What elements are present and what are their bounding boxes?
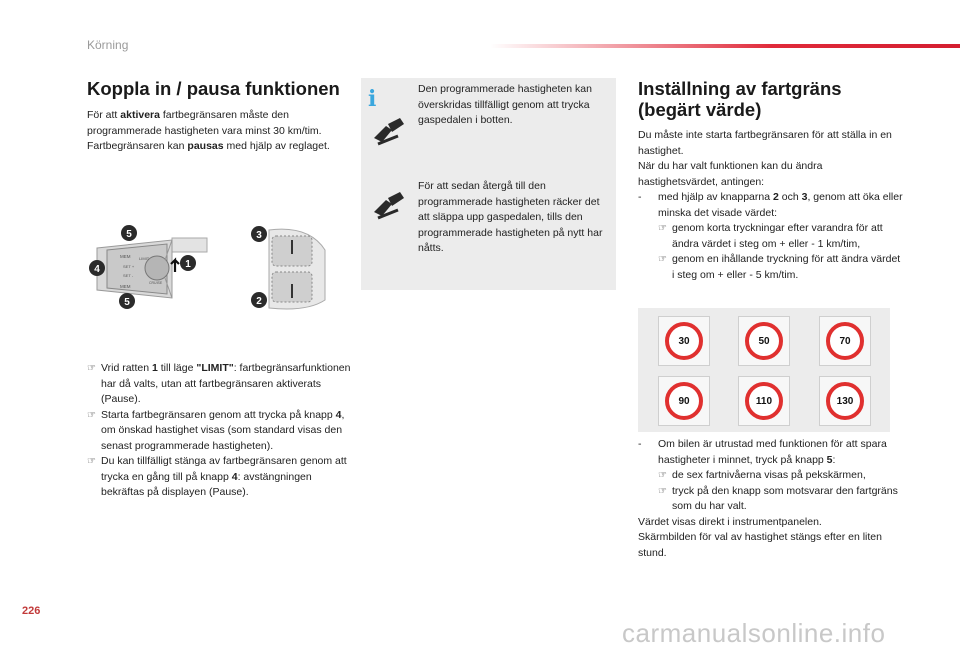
wheel-buttons-illustration [251, 226, 325, 309]
speed-sign-button[interactable] [658, 316, 710, 366]
right-outro-2: Skärmbilden för val av hastighet stängs efter en liten stund. [638, 531, 882, 559]
steering-stalk-illustration [89, 225, 207, 309]
right-body-top [638, 128, 903, 283]
stalk-text-mem-bottom: MEM [120, 284, 131, 289]
label-5-top [121, 225, 137, 241]
pointing-hand-icon: ☞ [658, 223, 667, 234]
svg-text:5: 5 [124, 297, 130, 308]
list-item: ☞ de sex fartnivåerna visas på pekskärmen, [638, 468, 906, 484]
list-item: ☞ Starta fartbegränsaren genom att trycka på knapp 4, om önskad hastighet visas (som standard visas den senast programmerade hastigheten). [87, 408, 345, 452]
list-item: ☞ genom en ihållande tryckning för att ändra värdet i steg om + eller - 5 km/tim. [658, 253, 901, 281]
pointing-hand-icon: ☞ [87, 363, 96, 374]
pointing-hand-icon: ☞ [87, 409, 96, 421]
info-text-2: För att sedan återgå till den programmerade hastigheten räcker det att släppa upp gaspedalen, tills den programmerade hastigheten på nytt har nåtts. [418, 180, 603, 254]
list-item: - Om bilen är utrustad med funktionen för att spara hastigheter i minnet, tryck på knapp 5: [638, 438, 887, 466]
accent-bar [490, 44, 960, 48]
pointing-hand-icon: ☞ [658, 254, 667, 265]
stalk-text-cruise: CRUISE [149, 281, 163, 285]
stalk-text-mem-top: MEM [120, 254, 131, 259]
list-item: ☞ Du kan tillfälligt stänga av fartbegränsaren genom att trycka en gång till på knapp 4: avstängningen bekräftas på displayen (Pause). [87, 455, 347, 498]
speed-limit-sign: 90 [665, 382, 703, 420]
speed-limit-sign: 130 [826, 382, 864, 420]
foot-pedal-icon [372, 116, 406, 146]
pointing-hand-icon: ☞ [658, 485, 667, 497]
left-title: Koppla in / pausa funktionen [87, 78, 340, 99]
svg-text:3: 3 [256, 230, 262, 241]
label-5-bottom [119, 293, 135, 309]
page-number: 226 [22, 605, 41, 617]
watermark: carmanualsonline.info [622, 618, 886, 648]
list-item: ☞ Vrid ratten 1 till läge "LIMIT": fartbegränsarfunktionen har då valts, utan att fartbegränsaren aktiverats (Pause). [87, 362, 351, 405]
pointing-hand-icon: ☞ [87, 456, 96, 467]
speed-sign-button[interactable] [819, 376, 871, 426]
label-3 [251, 226, 267, 242]
stalk-text-set-minus: SET - [123, 273, 134, 278]
label-2 [251, 292, 267, 308]
info-icon: i [368, 86, 377, 112]
stalk-text-set-plus: SET + [123, 264, 135, 269]
svg-text:1: 1 [185, 259, 191, 270]
right-intro-1: Du måste inte starta fartbegränsaren för att ställa in en hastighet. [638, 129, 892, 157]
list-item: ☞ genom korta tryckningar efter varandra för att ändra värdet i steg om + eller - 1 km/tim, [658, 222, 883, 250]
svg-text:2: 2 [256, 296, 262, 307]
pointing-hand-icon: ☞ [658, 470, 667, 481]
label-4 [89, 260, 105, 276]
svg-text:4: 4 [94, 264, 100, 275]
label-1 [180, 255, 196, 271]
left-bullet-list [87, 361, 352, 501]
speed-sign-button[interactable] [658, 376, 710, 426]
right-title: Inställning av fartgräns (begärt värde) [638, 78, 842, 120]
right-body-bottom [638, 437, 906, 561]
speed-sign-button[interactable] [738, 316, 790, 366]
speed-sign-button[interactable] [819, 316, 871, 366]
speed-limit-sign: 50 [745, 322, 783, 360]
left-intro: För att aktivera fartbegränsaren måste den programmerade hastigheten vara minst 30 km/tim. Fartbegränsaren kan pausas med hjälp av reglaget. [87, 109, 330, 152]
speed-limit-sign: 30 [665, 322, 703, 360]
svg-text:5: 5 [126, 229, 132, 240]
speed-signs-panel [638, 308, 890, 432]
list-item: ☞ tryck på den knapp som motsvarar den fartgräns som du har valt. [658, 484, 898, 512]
speed-limit-sign: 70 [826, 322, 864, 360]
right-intro-2: När du har valt funktionen kan du ändra hastighetsvärdet, antingen: [638, 160, 823, 188]
speed-sign-button[interactable] [738, 376, 790, 426]
right-outro-1: Värdet visas direkt i instrumentpanelen. [638, 515, 822, 528]
controls-diagram [87, 220, 355, 320]
stalk-text-limit: LIMIT [139, 256, 150, 261]
list-item: - med hjälp av knapparna 2 och 3, genom att öka eller minska det visade värdet: [638, 191, 903, 219]
info-text-1: Den programmerade hastigheten kan överskridas tillfälligt genom att trycka gaspedalen i botten. [418, 83, 592, 126]
section-label: Körning [87, 38, 129, 52]
speed-limit-sign: 110 [745, 382, 783, 420]
foot-pedal-icon [372, 190, 406, 220]
